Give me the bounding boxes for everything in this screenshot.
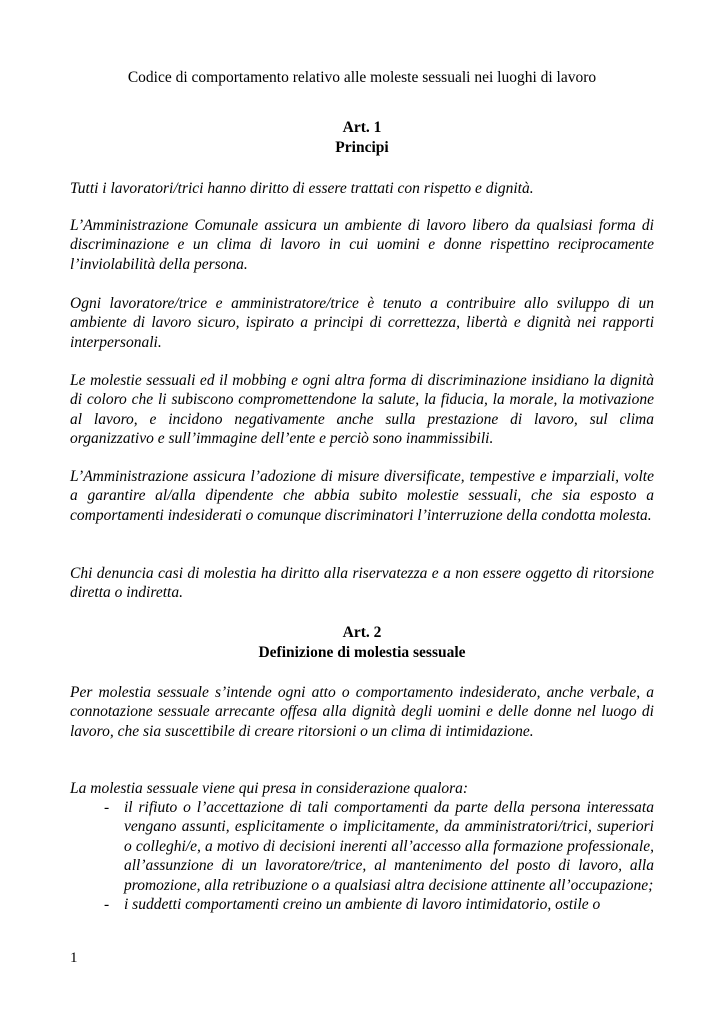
article-1-title: Principi: [335, 139, 389, 156]
article-1-paragraph-3: Ogni lavoratore/trice e amministratore/trice è tenuto a contribuire allo sviluppo di un ambiente di lavoro sicuro, ispirato a principi di correttezza, libertà e dignità nei rapporti interpersonali.: [70, 295, 654, 351]
article-2-heading: [0, 623, 724, 663]
list-item: [70, 798, 654, 895]
list-dash: -: [104, 896, 110, 914]
list-item-text: i suddetti comportamenti creino un ambiente di lavoro intimidatorio, ostile o: [124, 896, 601, 914]
article-2-number: Art. 2: [342, 624, 382, 641]
article-2-paragraph-2: La molestia sessuale viene qui presa in considerazione qualora:: [70, 780, 469, 797]
article-2-title: Definizione di molestia sessuale: [258, 644, 466, 661]
document-title: Codice di comportamento relativo alle moleste sessuali nei luoghi di lavoro: [127, 69, 597, 86]
article-2-paragraph-1: Per molestia sessuale s’intende ogni atto o comportamento indesiderato, anche verbale, a connotazione sessuale arrecante offesa alla dignità degli uomini e delle donne nel luogo di lavoro, che sia suscettibile di creare ritorsioni o un clima di intimidazione.: [70, 684, 654, 740]
article-2-conditions-list: [70, 798, 654, 914]
list-item: [70, 895, 654, 914]
list-item-text: il rifiuto o l’accettazione di tali comportamenti da parte della persona interessata vengano assunti, esplicitamente o implicitamente, da amministratori/trici, superiori o colleghi/e, a motivo di decisioni inerenti all’accesso alla formazione professionale, all’assunzione di un lavoratore/trice, al mantenimento del posto di lavoro, alla promozione, alla retribuzione o a qualsiasi altra decisione attinente all’occupazione;: [124, 799, 654, 894]
page-number: 1: [70, 950, 78, 966]
article-1-paragraph-4: Le molestie sessuali ed il mobbing e ogni altra forma di discriminazione insidiano la dignità di coloro che li subiscono compromettendone la salute, la fiducia, la morale, la motivazione al lavoro, e incidono negativamente anche sulla prestazione di lavoro, sul clima organizzativo e sull’immagine dell’ente e perciò sono inammissibili.: [70, 372, 654, 448]
article-1-paragraph-6: Chi denuncia casi di molestia ha diritto alla riservatezza e a non essere oggetto di ritorsione diretta o indiretta.: [70, 565, 654, 602]
article-1-paragraph-1: Tutti i lavoratori/trici hanno diritto di essere trattati con rispetto e dignità.: [70, 180, 534, 197]
article-1-paragraph-2: L’Amministrazione Comunale assicura un ambiente di lavoro libero da qualsiasi forma di discriminazione e un clima di lavoro in cui uomini e donne rispettino reciprocamente l’inviolabilità della persona.: [70, 217, 654, 273]
list-dash: -: [104, 799, 110, 816]
article-1-paragraph-5: L’Amministrazione assicura l’adozione di misure diversificate, tempestive e imparziali, volte a garantire al/alla dipendente che abbia subito molestie sessuali, che sia esposto a comportamenti indesiderati o comunque discriminatori l’interruzione della condotta molesta.: [70, 468, 654, 524]
article-1-heading: [0, 118, 724, 158]
article-1-number: Art. 1: [342, 119, 382, 136]
